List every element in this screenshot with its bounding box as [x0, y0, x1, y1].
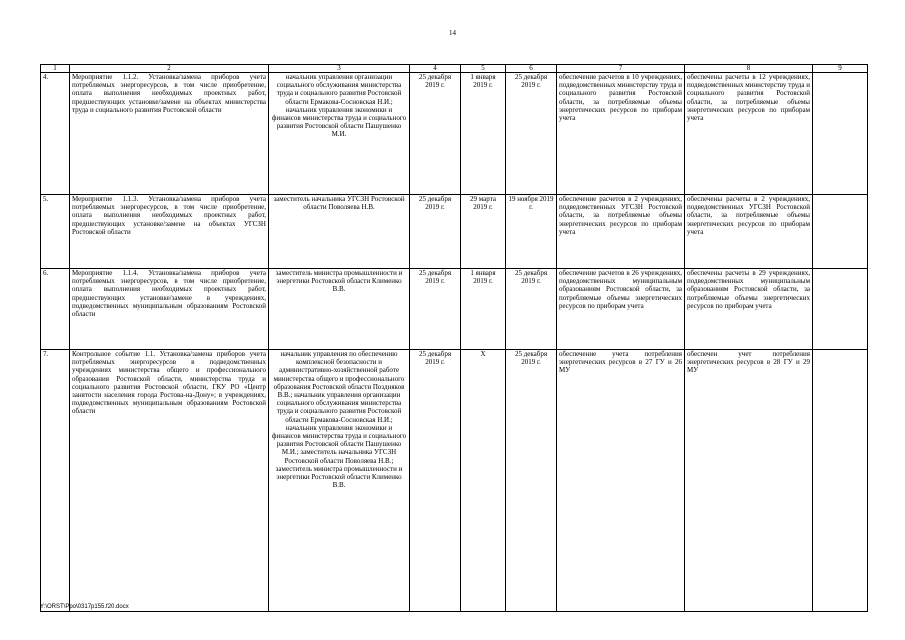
notes-cell: [813, 195, 868, 269]
actual-result-cell: обеспечен учет потребления энергетических ресурсов в 28 ГУ и 29 МУ: [685, 350, 813, 612]
file-path-footer: Y:\ORST\Ppo\0317p155.f20.docx: [40, 604, 129, 610]
table-row: [41, 73, 868, 195]
plan-end-date-cell: X: [461, 350, 506, 612]
row-number: 7.: [41, 350, 70, 612]
column-number-row: [41, 65, 868, 73]
column-number: 4: [410, 65, 461, 73]
column-number: 9: [813, 65, 868, 73]
start-date-cell: 25 декабря 2019 г.: [410, 73, 461, 195]
notes-cell: [813, 269, 868, 350]
report-table: [40, 64, 868, 612]
event-cell: Мероприятие 1.1.4. Установка/замена приборов учета потребляемых энергоресурсов, в том числе приобретение, оплата выполнения необходимых проектных работ, предшествующих установке/замене в учреждениях, подведомственных муниципальным образованиям Ростовской области: [70, 269, 269, 350]
responsible-cell: начальник управления организации социального обслуживания министерства труда и социального развития Ростовской области Ермакова-Сосновская Н.И.; начальник управления экономики и финансов министерства труда и социального развития Ростовской области Пашушенко М.И.: [269, 73, 410, 195]
column-number: 5: [461, 65, 506, 73]
event-cell: Мероприятие 1.1.2. Установка/замена приборов учета потребляемых энергоресурсов, в том числе приобретение, оплата выполнения необходимых проектных работ, предшествующих установке/замене на объектах министерства труда и социального развития Ростовской области: [70, 73, 269, 195]
responsible-cell: заместитель министра промышленности и энергетики Ростовской области Клименко В.В.: [269, 269, 410, 350]
plan-end-date-cell: 1 января 2019 г.: [461, 269, 506, 350]
start-date-cell: 25 декабря 2019 г.: [410, 350, 461, 612]
actual-result-cell: обеспечены расчеты в 29 учреждениях, подведомственных муниципальным образованиям Ростовской области, за потребляемые объемы энергетических ресурсов по приборам учета: [685, 269, 813, 350]
column-number: 2: [70, 65, 269, 73]
start-date-cell: 25 декабря 2019 г.: [410, 269, 461, 350]
responsible-cell: заместитель начальника УГСЗН Ростовской области Поволяева Н.В.: [269, 195, 410, 269]
event-cell: Мероприятие 1.1.3. Установка/замена приборов учета потребляемых энергоресурсов, в том числе приобретение, оплата выполнения необходимых проектных работ, предшествующих установке/замене на объектах УГСЗН Ростовской области: [70, 195, 269, 269]
expected-result-cell: обеспечение расчетов в 2 учреждениях, подведомственных УГСЗН Ростовской области, за потребляемые объемы энергетических ресурсов по приборам учета: [557, 195, 685, 269]
actual-result-cell: обеспечены расчеты в 12 учреждениях, подведомственных министерству труда и социального развития Ростовской области, за потребляемые объемы энергетических ресурсов по приборам учета: [685, 73, 813, 195]
plan-end-date-cell: 29 марта 2019 г.: [461, 195, 506, 269]
column-number: 8: [685, 65, 813, 73]
page-number: 14: [449, 29, 456, 37]
table-row: [41, 269, 868, 350]
row-number: 4.: [41, 73, 70, 195]
column-number: 1: [41, 65, 70, 73]
fact-end-date-cell: 25 декабря 2019 г.: [506, 269, 557, 350]
plan-end-date-cell: 1 января 2019 г.: [461, 73, 506, 195]
row-number: 5.: [41, 195, 70, 269]
expected-result-cell: обеспечение расчетов в 26 учреждениях, подведомственных муниципальным образованиям Ростовской области, за потребляемые объемы энергетических ресурсов по приборам учета: [557, 269, 685, 350]
actual-result-cell: обеспечены расчеты в 2 учреждениях, подведомственных УГСЗН Ростовской области, за потребляемые объемы энергетических ресурсов по приборам учета: [685, 195, 813, 269]
expected-result-cell: обеспечение учета потребления энергетических ресурсов в 27 ГУ и 26 МУ: [557, 350, 685, 612]
table-row: [41, 350, 868, 612]
notes-cell: [813, 350, 868, 612]
responsible-cell: начальник управления по обеспечению комплексной безопасности и административно-хозяйственной работе министерства общего и профессионального образования Ростовской области Поздняков В.В.; начальник управления организации социального обслуживания министерства труда и социального развития Ростовской области Ермакова-Сосновская Н.И.; начальник управления экономики и финансов министерства труда и социального развития Ростовской области Пашушенко М.И.; заместитель начальника УГСЗН Ростовской области Поволяева Н.В.; заместитель министра промышленности и энергетики Ростовской области Клименко В.В.: [269, 350, 410, 612]
row-number: 6.: [41, 269, 70, 350]
column-number: 7: [557, 65, 685, 73]
notes-cell: [813, 73, 868, 195]
event-cell: Контрольное событие 1.1. Установка/замена приборов учета потребляемых энергоресурсов в подведомственных учреждениях министерства общего и профессионального образования Ростовской области, министерства труда и социального развития Ростовской области, ГКУ РО «Центр занятости населения города Ростова-на-Дону»; в учреждениях, подведомственных муниципальным образованиям Ростовской области: [70, 350, 269, 612]
fact-end-date-cell: 25 декабря 2019 г.: [506, 350, 557, 612]
column-number: 3: [269, 65, 410, 73]
table-row: [41, 195, 868, 269]
start-date-cell: 25 декабря 2019 г.: [410, 195, 461, 269]
fact-end-date-cell: 19 ноября 2019 г.: [506, 195, 557, 269]
column-number: 6: [506, 65, 557, 73]
fact-end-date-cell: 25 декабря 2019 г.: [506, 73, 557, 195]
expected-result-cell: обеспечение расчетов в 10 учреждениях, подведомственных министерству труда и социального развития Ростовской области, за потребляемые объемы энергетических ресурсов по приборам учета: [557, 73, 685, 195]
